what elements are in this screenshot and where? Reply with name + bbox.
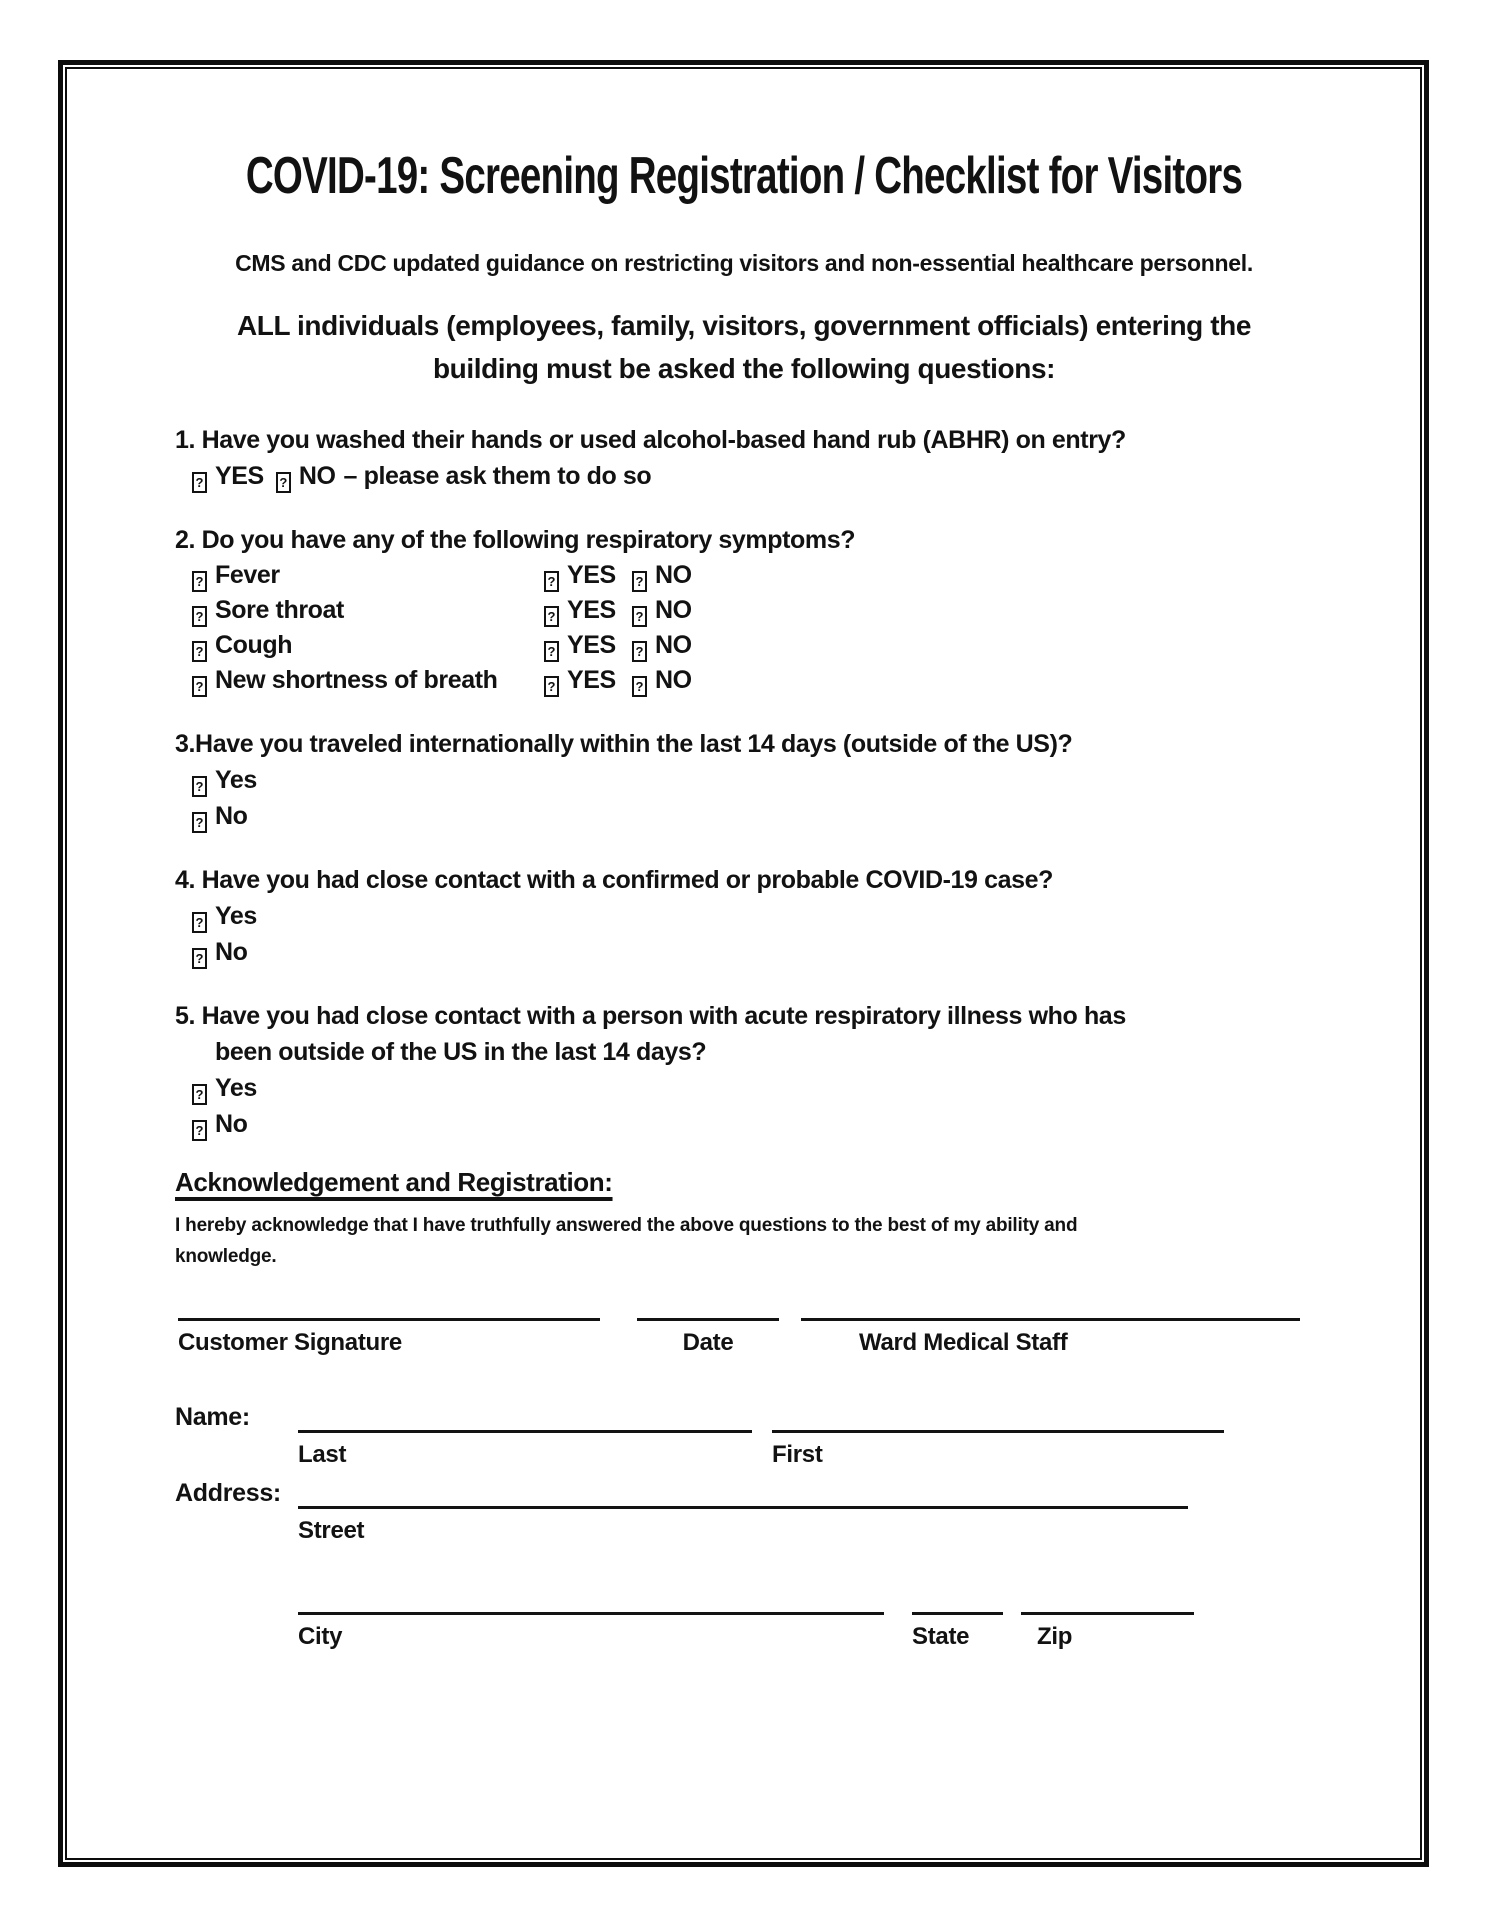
city-state-zip-row	[298, 1584, 1488, 1650]
cough-yes-label: YES	[567, 631, 616, 659]
symptom-row-shortness-of-breath	[192, 663, 1398, 698]
question-2-text: 2. Do you have any of the following respiratory symptoms?	[175, 526, 856, 554]
fever-yes-label: YES	[567, 561, 616, 589]
cough-checkbox-icon[interactable]: ?	[192, 641, 207, 662]
shortness-no-checkbox-icon[interactable]: ?	[632, 676, 647, 697]
address-street-line[interactable]	[298, 1506, 1188, 1509]
q4-no-option	[192, 934, 1398, 970]
question-4-text: 4. Have you had close contact with a confirmed or probable COVID-19 case?	[175, 866, 1053, 894]
fever-label: Fever	[215, 561, 280, 589]
q1-yes-label: YES	[215, 462, 264, 490]
customer-signature-field	[178, 1318, 600, 1356]
symptom-row-cough	[192, 628, 1398, 663]
question-1-options	[192, 458, 1398, 494]
q5-no-option	[192, 1106, 1398, 1142]
state-label: State	[912, 1623, 970, 1650]
question-list	[175, 422, 1398, 1142]
state-field	[912, 1584, 1003, 1650]
ward-medical-staff-label: Ward Medical Staff	[859, 1329, 1068, 1356]
question-5-text-line-1: 5. Have you had close contact with a person with acute respiratory illness who has	[175, 1002, 1126, 1030]
question-3-text: 3.Have you traveled internationally within the last 14 days (outside of the US)?	[175, 730, 1073, 758]
name-last-label: Last	[298, 1441, 347, 1468]
q1-note: – please ask them to do so	[343, 462, 652, 490]
q4-yes-label: Yes	[215, 902, 257, 930]
sore-throat-label: Sore throat	[215, 596, 344, 624]
city-field	[298, 1584, 884, 1650]
q3-yes-checkbox-icon[interactable]: ?	[192, 776, 207, 797]
cough-yes-checkbox-icon[interactable]: ?	[544, 641, 559, 662]
signature-row	[178, 1318, 1488, 1356]
question-2-section	[175, 522, 1398, 698]
question-4-section	[175, 862, 1398, 970]
state-line[interactable]	[912, 1612, 1003, 1615]
instruction-line-1: ALL individuals (employees, family, visitors, government officials) entering the	[236, 310, 1252, 341]
cough-no-label: NO	[655, 631, 692, 659]
ward-medical-staff-field	[801, 1318, 1300, 1356]
instruction-line-2: building must be asked the following questions:	[432, 353, 1056, 384]
customer-signature-label: Customer Signature	[178, 1329, 402, 1356]
name-first-field	[772, 1402, 1224, 1468]
zip-label: Zip	[1037, 1623, 1073, 1650]
symptom-row-sore-throat	[192, 593, 1398, 628]
q3-yes-label: Yes	[215, 766, 257, 794]
sore-throat-checkbox-icon[interactable]: ?	[192, 606, 207, 627]
q5-no-label: No	[215, 1110, 248, 1138]
name-first-label: First	[772, 1441, 823, 1468]
zip-field	[1021, 1584, 1194, 1650]
q1-no-checkbox-icon[interactable]: ?	[276, 472, 291, 493]
fever-yes-checkbox-icon[interactable]: ?	[544, 571, 559, 592]
q3-no-option	[192, 798, 1398, 834]
form-subtitle: CMS and CDC updated guidance on restricting visitors and non-essential healthcare personnel.	[235, 250, 1253, 276]
ward-medical-staff-line[interactable]	[801, 1318, 1300, 1321]
address-label: Address:	[175, 1479, 281, 1507]
q4-no-checkbox-icon[interactable]: ?	[192, 948, 207, 969]
date-line[interactable]	[637, 1318, 779, 1321]
fever-no-checkbox-icon[interactable]: ?	[632, 571, 647, 592]
q5-no-checkbox-icon[interactable]: ?	[192, 1120, 207, 1141]
sore-throat-yes-label: YES	[567, 596, 616, 624]
symptom-row-fever	[192, 558, 1398, 593]
shortness-yes-label: YES	[567, 666, 616, 694]
q5-yes-label: Yes	[215, 1074, 257, 1102]
acknowledgement-section	[175, 1164, 1398, 1272]
acknowledgement-body: I hereby acknowledge that I have truthfully answered the above questions to the best of my ability and knowledge.	[175, 1215, 1078, 1267]
form-title: COVID-19: Screening Registration / Checklist for Visitors	[245, 147, 1243, 205]
fever-checkbox-icon[interactable]: ?	[192, 571, 207, 592]
q3-no-label: No	[215, 802, 248, 830]
cough-no-checkbox-icon[interactable]: ?	[632, 641, 647, 662]
question-1-text: 1. Have you washed their hands or used alcohol-based hand rub (ABHR) on entry?	[175, 426, 1126, 454]
address-street-field	[298, 1478, 1188, 1544]
q4-yes-option	[192, 898, 1398, 934]
name-last-field	[298, 1402, 752, 1468]
date-label: Date	[682, 1329, 734, 1356]
q3-no-checkbox-icon[interactable]: ?	[192, 812, 207, 833]
shortness-label: New shortness of breath	[215, 666, 498, 694]
name-row	[175, 1402, 1488, 1468]
cough-label: Cough	[215, 631, 293, 659]
shortness-yes-checkbox-icon[interactable]: ?	[544, 676, 559, 697]
name-first-line[interactable]	[772, 1430, 1224, 1433]
question-1-section	[175, 422, 1398, 494]
name-last-line[interactable]	[298, 1430, 752, 1433]
q5-yes-checkbox-icon[interactable]: ?	[192, 1084, 207, 1105]
date-field	[637, 1318, 779, 1356]
city-label: City	[298, 1623, 343, 1650]
q3-yes-option	[192, 762, 1398, 798]
address-row	[175, 1478, 1488, 1544]
question-5-section	[175, 998, 1398, 1142]
sore-throat-no-checkbox-icon[interactable]: ?	[632, 606, 647, 627]
question-3-section	[175, 726, 1398, 834]
q5-yes-option	[192, 1070, 1398, 1106]
name-label: Name:	[175, 1403, 250, 1431]
fever-no-label: NO	[655, 561, 692, 589]
q4-yes-checkbox-icon[interactable]: ?	[192, 912, 207, 933]
customer-signature-line[interactable]	[178, 1318, 600, 1321]
city-line[interactable]	[298, 1612, 884, 1615]
acknowledgement-heading: Acknowledgement and Registration:	[175, 1167, 613, 1197]
zip-line[interactable]	[1021, 1612, 1194, 1615]
q4-no-label: No	[215, 938, 248, 966]
shortness-checkbox-icon[interactable]: ?	[192, 676, 207, 697]
address-street-label: Street	[298, 1517, 365, 1544]
shortness-no-label: NO	[655, 666, 692, 694]
instruction-heading	[0, 304, 1488, 390]
q1-yes-checkbox-icon[interactable]: ?	[192, 472, 207, 493]
sore-throat-yes-checkbox-icon[interactable]: ?	[544, 606, 559, 627]
q1-no-label: NO	[298, 462, 336, 490]
question-5-text-line-2: been outside of the US in the last 14 days?	[215, 1038, 707, 1066]
sore-throat-no-label: NO	[655, 596, 692, 624]
